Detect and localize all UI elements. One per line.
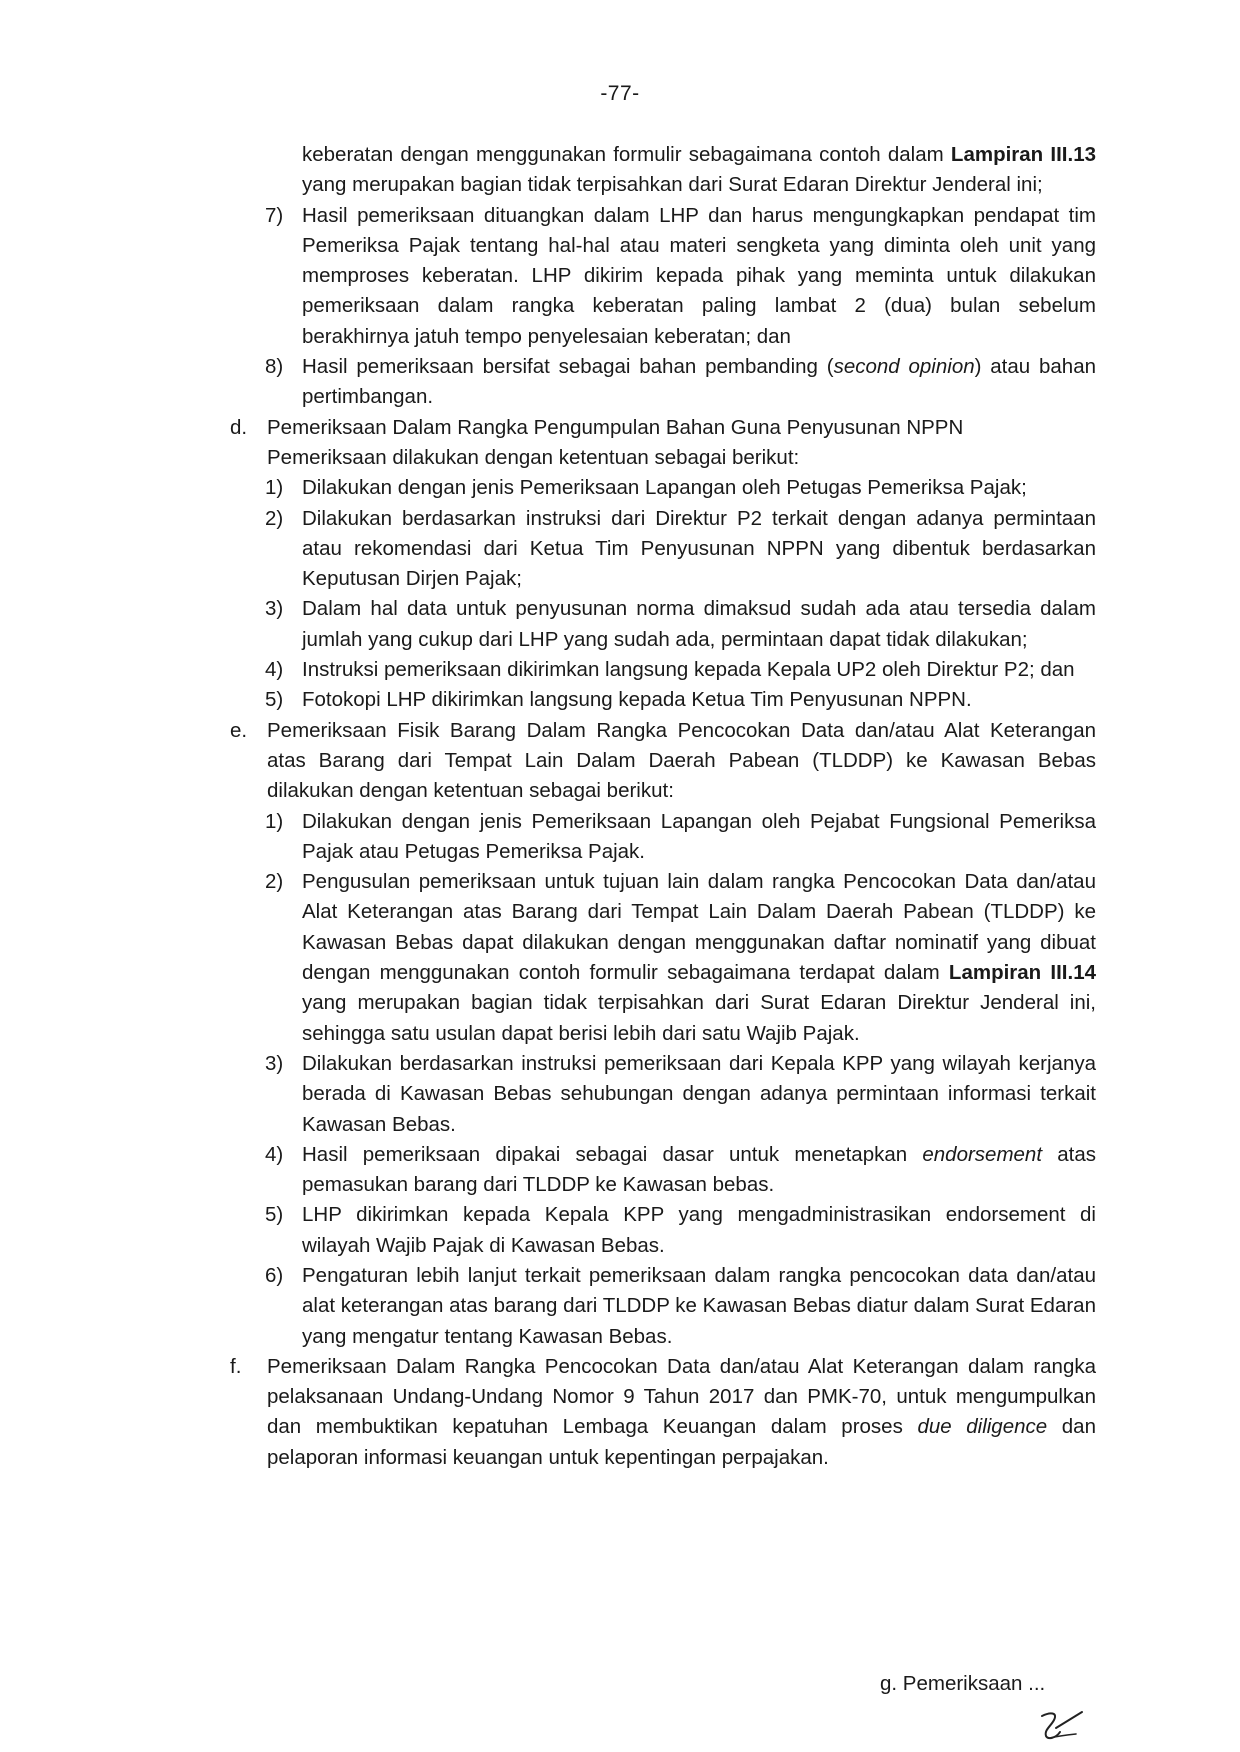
text-run: Fotokopi LHP dikirimkan langsung kepada Ketua Tim Penyusunan NPPN.: [302, 688, 972, 712]
list-item-text: [302, 352, 1096, 413]
text-run: Pemeriksaan Fisik Barang Dalam Rangka Pencocokan Data dan/atau Alat Keterangan atas Barang dari Tempat Lain Dalam Daerah Pabean (TLDDP) ke Kawasan Bebas dilakukan dengan ketentuan sebagai berikut:: [267, 718, 1096, 803]
list-item-text: [302, 1049, 1096, 1140]
text-run: yang merupakan bagian tidak terpisahkan dari Surat Edaran Direktur Jenderal ini;: [302, 173, 1043, 197]
list-item-text: [267, 443, 1096, 473]
text-run: Hasil pemeriksaan dituangkan dalam LHP dan harus mengungkapkan pendapat tim Pemeriksa Pajak tentang hal-hal atau materi sengketa yang diminta oleh unit yang memproses keberatan. LHP dikirim kepada pihak yang meminta untuk dilakukan pemeriksaan dalam rangka keberatan paling lambat 2 (dua) bulan sebelum berakhirnya jatuh tempo penyelesaian keberatan; dan: [302, 203, 1096, 348]
list-item-text: [302, 807, 1096, 868]
list-item-text: [302, 1261, 1096, 1352]
list-item-text: [302, 1140, 1096, 1201]
text-run: Pengusulan pemeriksaan untuk tujuan lain dalam rangka Pencocokan Data dan/atau Alat Keterangan atas Barang dari Tempat Lain Dalam Daerah Pabean (TLDDP) ke Kawasan Bebas dapat dilakukan dengan menggunakan daftar nominatif yang dibuat dengan menggunakan contoh formulir sebagaimana terdapat dalam: [302, 870, 1096, 985]
list-item: [265, 685, 1096, 715]
list-item: [265, 1261, 1096, 1352]
list-item-text: [302, 594, 1096, 655]
text-run: Dilakukan berdasarkan instruksi dari Direktur P2 terkait dengan adanya permintaan atau rekomendasi dari Ketua Tim Penyusunan NPPN yang dibentuk berdasarkan Keputusan Dirjen Pajak;: [302, 506, 1096, 591]
section-item: [230, 443, 1096, 473]
section-item: [230, 413, 1096, 443]
italic-term: endorsement: [922, 1142, 1043, 1166]
text-run: dan pelaporan informasi keuangan untuk kepentingan perpajakan.: [267, 1415, 1096, 1469]
list-marker: 6): [265, 1263, 284, 1287]
list-item-text: [302, 201, 1096, 352]
text-run: Hasil pemeriksaan bersifat sebagai bahan pembanding (: [302, 355, 834, 379]
list-item: [265, 867, 1096, 1049]
text-run: Pemeriksaan Dalam Rangka Pencocokan Data dan/atau Alat Keterangan dalam rangka pelaksanaan Undang-Undang Nomor 9 Tahun 2017 dan PMK-70, untuk mengumpulkan dan membuktikan kepatuhan Lembaga Keuangan dalam proses: [267, 1354, 1096, 1439]
text-run: Pengaturan lebih lanjut terkait pemeriksaan dalam rangka pencocokan data dan/atau alat keterangan atas barang dari TLDDP ke Kawasan Bebas diatur dalam Surat Edaran yang mengatur tentang Kawasan Bebas.: [302, 1263, 1096, 1348]
text-run: Dilakukan berdasarkan instruksi pemeriksaan dari Kepala KPP yang wilayah kerjanya berada di Kawasan Bebas sehubungan dengan adanya permintaan informasi terkait Kawasan Bebas.: [302, 1051, 1096, 1136]
text-run: Hasil pemeriksaan dipakai sebagai dasar untuk menetapkan: [302, 1142, 923, 1166]
paragraph-continuation: [302, 140, 1096, 201]
section-item: [230, 1352, 1096, 1473]
text-run: keberatan dengan menggunakan formulir sebagaimana contoh dalam: [302, 143, 951, 166]
list-item: [265, 1049, 1096, 1140]
list-item-text: [302, 1200, 1096, 1261]
list-item: [265, 594, 1096, 655]
text-run: atas pemasukan barang dari TLDDP ke Kawasan bebas.: [302, 1142, 1096, 1197]
list-item: [265, 807, 1096, 868]
list-item-text: [302, 655, 1096, 685]
list-marker: d.: [230, 415, 248, 439]
italic-term: due diligence: [917, 1415, 1048, 1439]
list-marker: 4): [265, 658, 284, 682]
list-item-text: [302, 473, 1096, 503]
list-item: [265, 473, 1096, 503]
list-item-text: [267, 1352, 1096, 1473]
list-item: [265, 352, 1096, 413]
text-run: Instruksi pemeriksaan dikirimkan langsung kepada Kepala UP2 oleh Direktur P2; dan: [302, 658, 1075, 682]
list-marker: 5): [265, 688, 284, 712]
list-item: [265, 655, 1096, 685]
text-run: LHP dikirimkan kepada Kepala KPP yang mengadministrasikan endorsement di wilayah Wajib Pajak di Kawasan Bebas.: [302, 1203, 1096, 1257]
list-marker: 3): [265, 1051, 284, 1075]
list-item-text: [267, 413, 1096, 443]
list-item-text: [302, 685, 1096, 715]
list-marker: e.: [230, 718, 248, 742]
list-item: [265, 1200, 1096, 1261]
text-run: Dilakukan dengan jenis Pemeriksaan Lapangan oleh Petugas Pemeriksa Pajak;: [302, 476, 1027, 500]
list-marker: 3): [265, 597, 284, 621]
list-item: [265, 201, 1096, 352]
list-item: [265, 504, 1096, 595]
list-item-text: [302, 504, 1096, 595]
section-item: [230, 716, 1096, 807]
list-marker: 5): [265, 1203, 284, 1227]
text-run: Pemeriksaan Dalam Rangka Pengumpulan Bahan Guna Penyusunan NPPN: [267, 415, 964, 439]
text-run: Dalam hal data untuk penyusunan norma dimaksud sudah ada atau tersedia dalam jumlah yang cukup dari LHP yang sudah ada, permintaan dapat tidak dilakukan;: [302, 597, 1096, 651]
text-run: yang merupakan bagian tidak terpisahkan dari Surat Edaran Direktur Jenderal ini, sehingga satu usulan dapat berisi lebih dari satu Wajib Pajak.: [302, 991, 1096, 1045]
list-marker: 1): [265, 476, 284, 500]
text-run: Pemeriksaan dilakukan dengan ketentuan sebagai berikut:: [267, 445, 800, 469]
document-body: [230, 140, 1096, 1473]
list-marker: 2): [265, 870, 284, 894]
text-run: ) atau bahan pertimbangan.: [302, 355, 1097, 409]
bold-reference: Lampiran III.14: [948, 961, 1096, 985]
list-item-text: [302, 867, 1096, 1049]
list-marker: 4): [265, 1142, 284, 1166]
list-marker: 2): [265, 506, 284, 530]
list-item-text: [267, 716, 1096, 807]
list-marker: f.: [230, 1354, 242, 1378]
italic-term: second opinion: [833, 355, 975, 379]
bold-reference: Lampiran III.13: [950, 143, 1097, 166]
page-number: -77-: [600, 82, 640, 105]
list-item: [265, 1140, 1096, 1201]
list-marker: 8): [265, 355, 284, 379]
text-run: Dilakukan dengan jenis Pemeriksaan Lapangan oleh Pejabat Fungsional Pemeriksa Pajak atau Petugas Pemeriksa Pajak.: [302, 809, 1096, 863]
footer-catchword: g. Pemeriksaan ...: [880, 1672, 1046, 1695]
list-marker: 7): [265, 203, 284, 227]
list-marker: 1): [265, 809, 284, 833]
initial-mark: [1036, 1708, 1086, 1744]
